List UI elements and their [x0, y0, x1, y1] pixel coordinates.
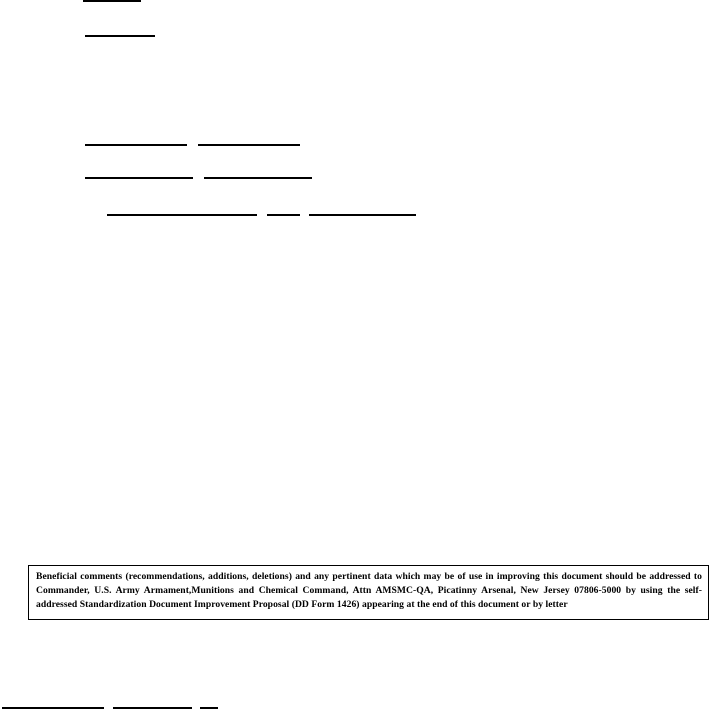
- signature-line-5b: [267, 214, 300, 216]
- signature-line-2: [85, 35, 155, 37]
- signature-line-4a: [85, 177, 193, 179]
- signature-line-1: [83, 0, 141, 2]
- bottom-line-a: [2, 707, 104, 709]
- signature-line-3a: [85, 144, 187, 146]
- comments-notice-box: [28, 565, 709, 620]
- signature-line-5c: [309, 214, 416, 216]
- bottom-line-c: [200, 707, 218, 709]
- signature-line-5a: [107, 214, 257, 216]
- comments-notice-text: Beneficial comments (recommendations, additions, deletions) and any pertinent data which may be of use in improving this document should be addressed to Commander, U.S. Army Armament,Munitions and Chemical Command, Attn AMSMC-QA, Picatinny Arsenal, New Jersey 07806-5000 by using the self-addressed Standardization Document Improvement Proposal (DD Form 1426) appearing at the end of this document or by letter: [36, 571, 702, 610]
- signature-line-3b: [198, 144, 300, 146]
- signature-line-4b: [204, 177, 312, 179]
- bottom-line-b: [113, 707, 192, 709]
